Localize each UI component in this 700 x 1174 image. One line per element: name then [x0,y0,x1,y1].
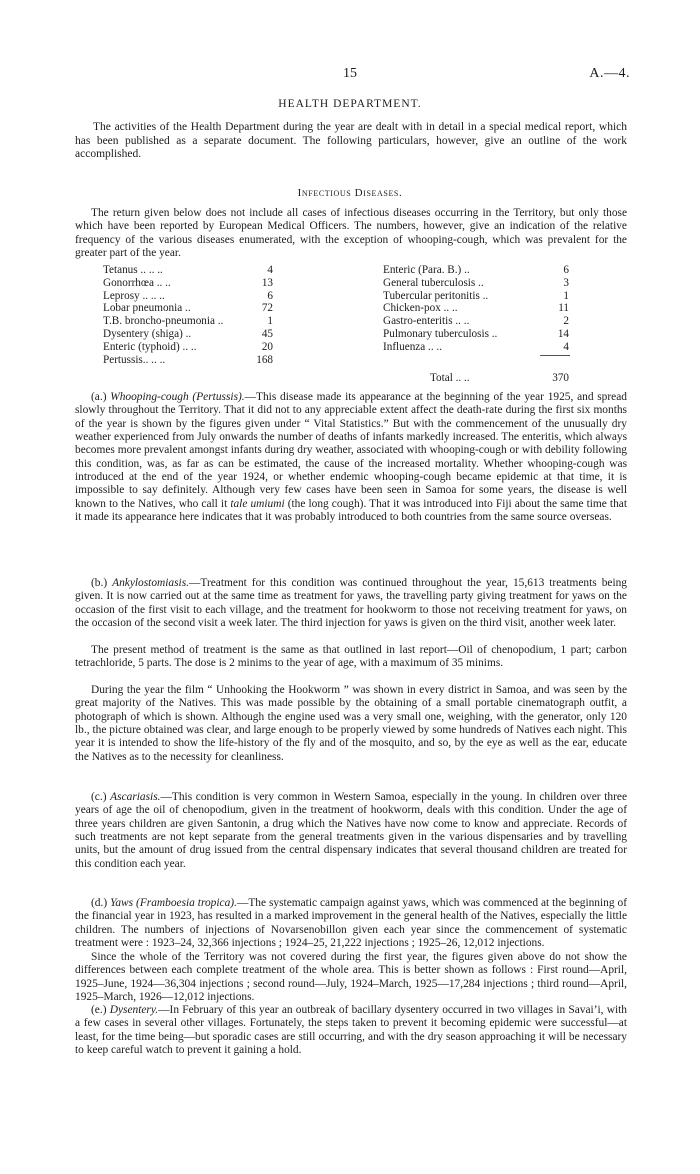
ascariasis-paragraph [75,791,627,871]
disease-name: Pertussis.. .. .. [103,353,166,366]
disease-name: Gonorrhœa .. .. [103,276,171,289]
disease-name: Enteric (Para. B.) .. [383,264,470,276]
disease-name: Tetanus .. .. .. [103,264,163,276]
section-label: (e.) [91,1004,110,1016]
intro-paragraph: The activities of the Health Department during the year are dealt with in detail in a special medical report, which has been published as a separate document. The following particulars, however, give an outline of the work accomplished. [75,121,627,160]
total-label: Total .. .. [430,372,470,384]
section-label: (c.) [91,791,111,803]
disease-count: 3 [563,276,569,289]
total-value: 370 [552,372,569,384]
disease-row [103,328,273,341]
disease-row [103,290,273,303]
document-reference: A.—4. [589,66,630,81]
disease-row [383,277,569,290]
disease-name: Leprosy .. .. .. [103,289,165,302]
disease-row [103,341,273,354]
disease-row [383,341,569,354]
section-label: (b.) [91,577,113,589]
disease-row [103,302,273,315]
disease-count: 20 [261,340,273,353]
disease-name: Enteric (typhoid) .. .. [103,340,197,353]
paragraph-text: —Treatment for this condition was continued throughout the year, 15,613 treatments being given. It is now carried out at the same time as treatment for yaws, the travelling party giving treatment for yaws on the occasion of the first visit to each village, and the treatment for hookworm to those not receiving treatment for yaws, on the occasion of the second visit a week later. The third injection for yaws is given on the third visit, another week later. [75,577,628,630]
disease-name: Chicken-pox .. .. [383,302,458,315]
dysentery-paragraph [75,1004,627,1057]
disease-name: Pulmonary tuberculosis .. [383,327,498,340]
disease-row [383,290,569,303]
disease-count: 168 [256,353,273,366]
disease-table-left [103,264,273,366]
disease-name: Tubercular peritonitis .. [383,289,489,302]
film-paragraph: During the year the film “ Unhooking the Hookworm ” was shown in every district in Samoa, and was seen by the great majority of the Natives. This was made possible by the obtaining of a small portable cinematograph outfit, a photograph of which is shown. Although the engine used was a very small one, weighing, with the generator, only 120 lb., the picture obtained was clear, and large enough to be properly viewed by some hundreds of Natives each night. This year it is intended to show the life-history of the fly and of the mosquito, and so, by the eye as well as the ear, educate the Natives as to the necessity for cleanliness. [75,684,627,763]
disease-count: 1 [267,315,273,328]
disease-name: Gastro-enteritis .. .. [383,315,470,328]
disease-row [103,277,273,290]
disease-count: 4 [267,264,273,276]
disease-row [103,315,273,328]
total-rule [540,355,570,356]
yaws-paragraph [75,897,627,950]
section-heading: Yaws (Framboesia tropica). [110,897,237,909]
disease-row [383,315,569,328]
disease-row [383,328,569,341]
whooping-cough-paragraph [75,391,627,524]
section-heading: Dysentery. [109,1004,159,1016]
disease-count: 11 [558,302,569,315]
section-heading: Ascariasis. [110,791,161,803]
infectious-diseases-heading: Infectious Diseases. [297,187,403,199]
disease-table-right [383,264,569,354]
section-title: HEALTH DEPARTMENT. [278,98,422,110]
disease-count: 45 [261,327,273,340]
disease-name: Dysentery (shiga) .. [103,327,192,340]
disease-name: General tuberculosis .. [383,276,484,289]
total-row [430,372,569,384]
ankylostomiasis-paragraph [75,577,627,630]
page-number: 15 [343,66,357,81]
section-label: (d.) [91,897,111,909]
disease-name: Influenza .. .. [383,340,443,353]
disease-row [383,302,569,315]
disease-count: 14 [557,327,569,340]
native-term: tale umiumi [230,497,285,510]
paragraph-text: (the long cough). That it was introduced into Fiji about the same time that it made its appearance here indicates that it was probably introduced to both countries from the same source overseas. [75,497,627,524]
disease-name: Lobar pneumonia .. [103,302,191,315]
infectious-intro-paragraph: The return given below does not include all cases of infectious diseases occurring in the Territory, but only those which have been reported by European Medical Officers. The numbers, however, give an indication of the relative frequency of the various diseases enumerated, with the exception of whooping-cough, which was prevalent for the greater part of the year. [75,207,627,260]
disease-count: 6 [267,289,273,302]
disease-row [103,354,273,367]
disease-count: 1 [563,289,569,302]
disease-count: 6 [563,264,569,276]
rounds-paragraph: Since the whole of the Territory was not covered during the first year, the figures given above do not show the differences between each complete treatment of the whole area. This is better shown as follows : First round—April, 1925–June, 1924—36,304 injections ; second round—July, 1924–March, 1925—17,284 injections ; third round—April, 1925–March, 1926—12,012 injections. [75,951,627,1004]
disease-row [383,264,569,277]
paragraph-text: —This condition is very common in Western Samoa, especially in the young. In children over three years of age the oil of chenopodium, given in the treatment of hookworm, deals with this condition. Under the age of three years children are given Santonin, a drug which the Natives have now come to know and appreciate. Records of such treatments are not kept separate from the general treatments given in the various dispensaries and by travelling units, but the amount of drug issued from the central dispensary indicates that several thousand children are treated for this condition each year. [75,791,627,870]
paragraph-text: —The systematic campaign against yaws, which was commenced at the beginning of the financial year in 1923, has resulted in a marked improvement in the general health of the Natives, especially the little children. The numbers of injections of Novarsenobillon given each year since the commencement of systematic treatment were : 1923–24, 32,366 injections ; 1924–25, 21,222 injections ; 1925–26, 12,012 injections. [75,897,627,950]
disease-count: 2 [563,315,569,328]
disease-count: 4 [563,340,569,353]
section-heading: Whooping-cough (Pertussis). [110,391,245,403]
disease-count: 13 [261,276,273,289]
paragraph-text: —This disease made its appearance at the beginning of the year 1925, and spread slowly throughout the Territory. That it did not to any appreciable extent affect the death-rate during the first six months of the year is shown by the figures given under “ Vital Statistics.” But with the commencement of the unusually dry weather experienced from July onwards the number of deaths of infants markedly increased. The enteritis, which always becomes more prevalent amongst infants during dry weather, associated with whooping-cough or with debility following this condition, was, as far as can be estimated, the cause of the increased mortality. Whether whooping-cough was introduced at the end of the year 1924, or whether endemic whooping-cough became epidemic at that time, it is impossible to say definitely. Although very few cases have been seen in Samoa for some years, the disease is well known to the Natives, who call it [75,391,627,510]
disease-count: 72 [261,302,273,315]
paragraph-text: —In February of this year an outbreak of bacillary dysentery occurred in two villages in Savai’i, with a few cases in several other villages. Fortunately, the steps taken to prevent it becoming epidemic were successful—at least, for the time being—but sporadic cases are still occurring, and with the dry season approaching it will be necessary to keep careful watch to prevent it gaining a hold. [75,1004,628,1057]
disease-name: T.B. broncho-pneumonia .. [103,315,224,328]
section-label: (a.) [91,391,111,403]
treatment-method-paragraph: The present method of treatment is the same as that outlined in last report—Oil of chenopodium, 1 part; carbon tetrachloride, 5 parts. The dose is 2 minims to the year of age, with a maximum of 35 minims. [75,644,627,670]
section-heading: Ankylostomiasis. [112,577,190,589]
disease-row [103,264,273,277]
